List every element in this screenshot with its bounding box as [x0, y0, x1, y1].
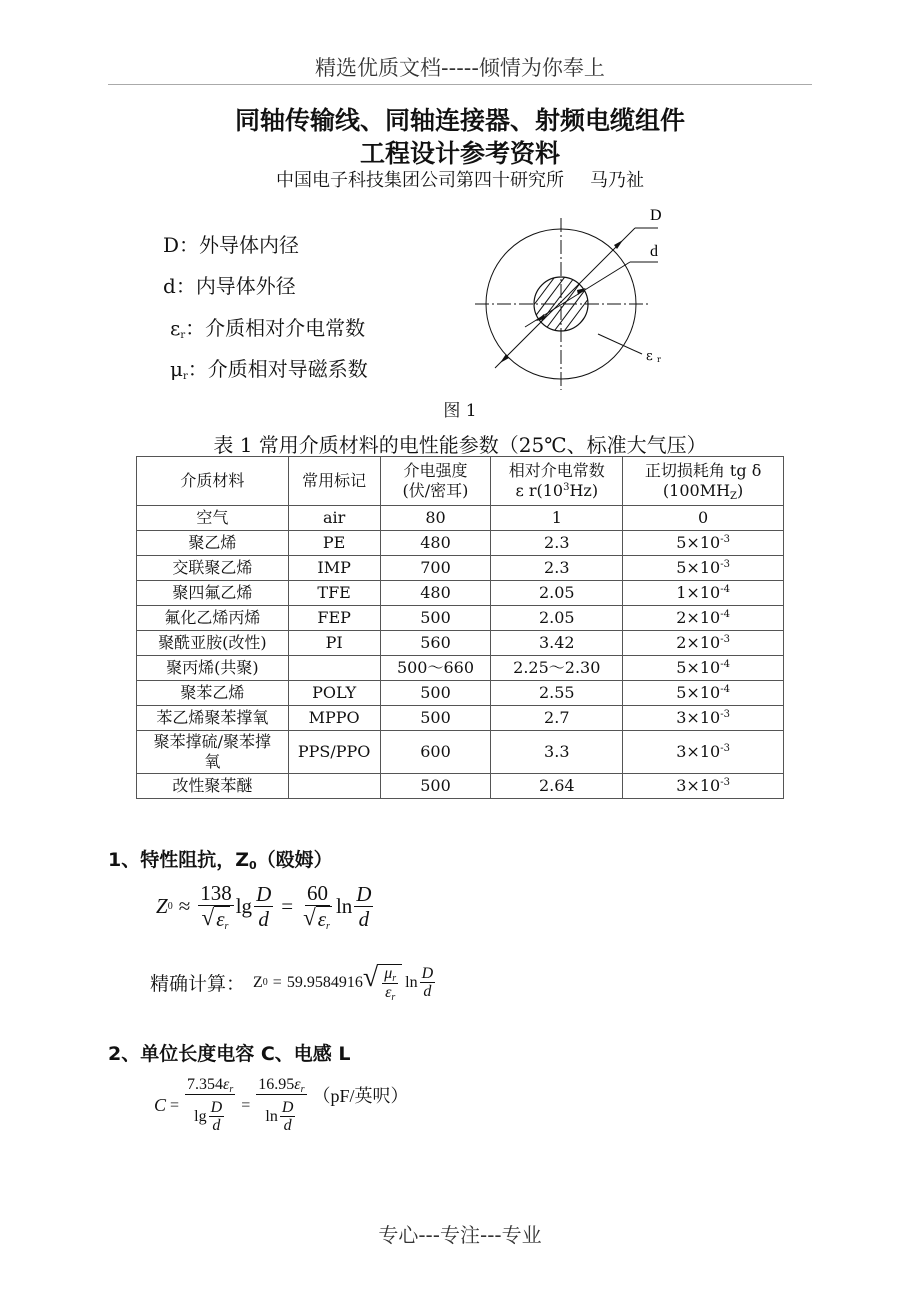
- cell-loss: $5\times 10^{-4}$: [623, 656, 784, 681]
- table-caption: 表 1 常用介质材料的电性能参数（25℃、标准大气压）: [213, 433, 707, 457]
- author-name: 马乃祉: [590, 170, 644, 191]
- materials-table: [136, 456, 784, 799]
- document-title: 同轴传输线、同轴连接器、射频电缆组件: [234, 106, 685, 135]
- cell-material: 聚乙烯: [137, 531, 289, 556]
- cell-material: 氟化乙烯丙烯: [137, 606, 289, 631]
- ln: ln: [335, 894, 353, 919]
- legend-sep: ：: [185, 316, 206, 340]
- label-d: d: [650, 243, 658, 260]
- organization: 中国电子科技集团公司第四十研究所: [276, 170, 564, 191]
- legend-item-mu: [170, 353, 368, 382]
- cell-strength: 500: [380, 606, 491, 631]
- cell-permittivity: 2.3: [491, 556, 623, 581]
- label-epsilon: ε: [646, 349, 653, 364]
- cell-material: 聚四氟乙烯: [137, 581, 289, 606]
- header-permittivity: 相对介电常数 ε $r(10^3Hz)$: [491, 457, 623, 506]
- unit-label: （pF/英呎）: [312, 1086, 409, 1106]
- cell-permittivity: 2.05: [491, 606, 623, 631]
- header-mark: 常用标记: [288, 457, 380, 506]
- cell-mark: [288, 656, 380, 681]
- table-row: [137, 506, 784, 531]
- table-row: [137, 656, 784, 681]
- cell-strength: 80: [380, 506, 491, 531]
- cell-loss: $5\times 10^{-4}$: [623, 681, 784, 706]
- fraction-138: 138 √ $\varepsilon_r$: [200, 881, 232, 933]
- cell-mark: PPS/PPO: [288, 731, 380, 774]
- header-material: 介质材料: [137, 457, 289, 506]
- coax-cross-section-diagram: [470, 200, 690, 395]
- legend-text: 介质相对导磁系数: [207, 357, 368, 381]
- cell-material: 聚苯乙烯: [137, 681, 289, 706]
- cell-loss: $2\times 10^{-4}$: [623, 606, 784, 631]
- fraction-D-d: $\frac{D}{d}$: [256, 881, 272, 931]
- cell-mark: POLY: [288, 681, 380, 706]
- capacitance-formula: C = $7.354\varepsilon_r$ lg $\frac{D}{d}$ = $16.95\varepsilon_r$ ln $\frac{D}{d}$ （pF/英呎）: [154, 1076, 409, 1135]
- cell-loss: $5\times 10^{-3}$: [623, 556, 784, 581]
- author-line: [0, 166, 920, 192]
- cell-loss: $3\times 10^{-3}$: [623, 706, 784, 731]
- cell-permittivity: 2.64: [491, 774, 623, 799]
- table-row: [137, 556, 784, 581]
- cell-loss: 0: [623, 506, 784, 531]
- cell-mark: MPPO: [288, 706, 380, 731]
- legend-text: 外导体内径: [199, 233, 300, 257]
- table-row: [137, 631, 784, 656]
- cell-material: 苯乙烯聚苯撑氧: [137, 706, 289, 731]
- inner-conductor-hatch: [490, 270, 620, 350]
- cell-strength: 700: [380, 556, 491, 581]
- cell-material: 聚酰亚胺(改性): [137, 631, 289, 656]
- table-row: [137, 681, 784, 706]
- page-footer: 专心---专注---专业: [378, 1223, 542, 1247]
- cell-strength: 560: [380, 631, 491, 656]
- cell-permittivity: 1: [491, 506, 623, 531]
- legend-sub: r: [180, 330, 186, 341]
- section-1-heading: 1、特性阻抗，$Z_0$（殴姆）: [108, 849, 333, 872]
- page-header: 精选优质文档-----倾情为你奉上: [315, 56, 605, 80]
- cell-material: 交联聚乙烯: [137, 556, 289, 581]
- cell-mark: TFE: [288, 581, 380, 606]
- table-row: [137, 606, 784, 631]
- legend-symbol: μ: [170, 357, 183, 381]
- legend-sep: ：: [187, 357, 208, 381]
- table-row: [137, 531, 784, 556]
- fraction-60: 60 √ $\varepsilon_r$: [303, 881, 330, 933]
- legend-symbol: D: [163, 233, 180, 257]
- legend-item-d: [163, 270, 296, 299]
- label-epsilon-sub: r: [657, 355, 661, 364]
- cell-permittivity: 2.55: [491, 681, 623, 706]
- legend-text: 介质相对介电常数: [205, 316, 366, 340]
- cell-strength: 600: [380, 731, 491, 774]
- header-loss-tangent: 正切损耗角 tg δ $(100MH_Z)$: [623, 457, 784, 506]
- legend-text: 内导体外径: [195, 274, 296, 298]
- legend-item-D: [163, 229, 299, 258]
- cell-mark: [288, 774, 380, 799]
- legend-symbol: ε: [170, 316, 181, 340]
- cell-mark: air: [288, 506, 380, 531]
- cell-loss: $5\times 10^{-3}$: [623, 531, 784, 556]
- cell-permittivity: 2.3: [491, 531, 623, 556]
- legend-item-epsilon: [170, 312, 365, 341]
- symbol-c: C: [154, 1095, 167, 1116]
- cell-material: 聚苯撑硫/聚苯撑氧: [137, 731, 289, 774]
- impedance-formula: Z 0 ≈ 138 √ $\varepsilon_r$ lg $\frac{D}{d}$ = 60 √ $\varepsilon_r$ ln $\frac{D}{d}$: [156, 881, 372, 933]
- cell-permittivity: 2.25～2.30: [491, 656, 623, 681]
- table-row: [137, 581, 784, 606]
- exact-label: 精确计算：: [150, 973, 246, 996]
- cell-mark: FEP: [288, 606, 380, 631]
- coefficient: 59.9584916: [286, 973, 363, 991]
- cell-permittivity: 2.05: [491, 581, 623, 606]
- cell-mark: IMP: [288, 556, 380, 581]
- legend-symbol: d: [163, 274, 176, 298]
- cell-permittivity: 3.3: [491, 731, 623, 774]
- cell-material: 空气: [137, 506, 289, 531]
- numerator: 138: [200, 881, 232, 905]
- lg: lg: [235, 894, 253, 919]
- legend-sep: ：: [179, 233, 200, 257]
- cell-permittivity: 3.42: [491, 631, 623, 656]
- cell-loss: $3\times 10^{-3}$: [623, 731, 784, 774]
- header-divider: [108, 84, 812, 85]
- header-strength: 介电强度 (伏/密耳): [380, 457, 491, 506]
- section-2-heading: 2、单位长度电容 C、电感 L: [108, 1043, 351, 1065]
- legend-sub: r: [183, 371, 188, 382]
- table-header-row: [137, 457, 784, 506]
- cell-permittivity: 2.7: [491, 706, 623, 731]
- document-subtitle: 工程设计参考资料: [359, 139, 560, 168]
- cell-loss: $1\times 10^{-4}$: [623, 581, 784, 606]
- fraction-1695: $16.95\varepsilon_r$ ln $\frac{D}{d}$: [258, 1076, 305, 1135]
- cell-strength: 500～660: [380, 656, 491, 681]
- cell-material: 改性聚苯醚: [137, 774, 289, 799]
- equals-sign: =: [281, 894, 294, 919]
- symbol-z: Z: [156, 894, 168, 919]
- cell-material: 聚丙烯(共聚): [137, 656, 289, 681]
- cell-strength: 500: [380, 706, 491, 731]
- approx-sign: ≈: [178, 894, 191, 919]
- table-row: [137, 731, 784, 774]
- cell-strength: 480: [380, 531, 491, 556]
- exact-impedance-formula: 精确计算： Z 0 = 59.9584916 √ $\frac{\mu_r}{\varepsilon_r}$ ln $\frac{D}{d}$: [150, 962, 434, 1003]
- figure-caption: 图 1: [443, 401, 477, 421]
- cell-strength: 500: [380, 681, 491, 706]
- cell-mark: PI: [288, 631, 380, 656]
- fraction-7354: $7.354\varepsilon_r$ lg $\frac{D}{d}$: [187, 1076, 234, 1135]
- table-row: [137, 774, 784, 799]
- cell-strength: 480: [380, 581, 491, 606]
- label-D: D: [650, 207, 662, 224]
- cell-loss: $3\times 10^{-3}$: [623, 774, 784, 799]
- dimension-line-D: [495, 228, 635, 368]
- cell-strength: 500: [380, 774, 491, 799]
- legend-sep: ：: [175, 274, 196, 298]
- cell-mark: PE: [288, 531, 380, 556]
- table-row: [137, 706, 784, 731]
- fraction-D-d-2: $\frac{D}{d}$: [356, 881, 372, 931]
- cell-loss: $2\times 10^{-3}$: [623, 631, 784, 656]
